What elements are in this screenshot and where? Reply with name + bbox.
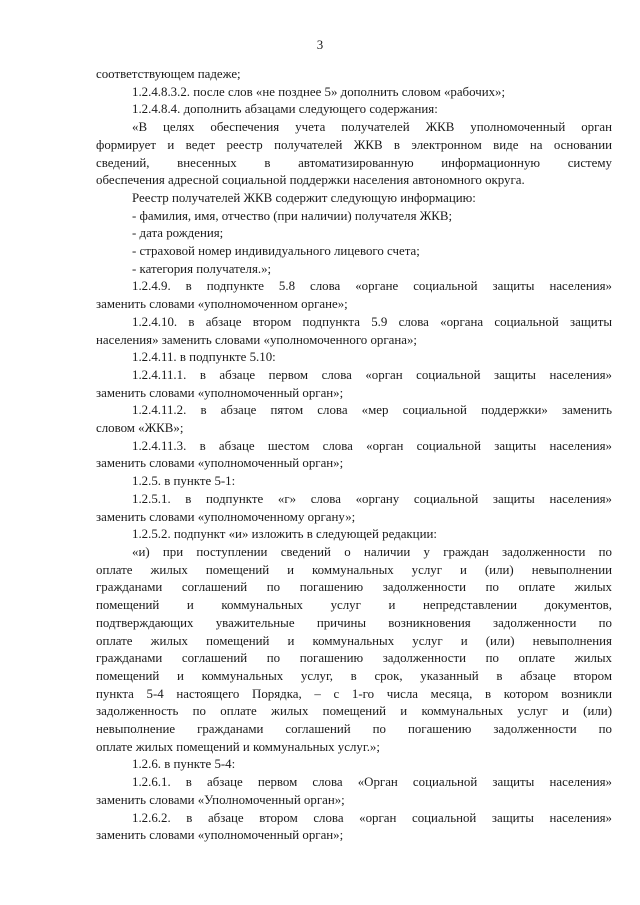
text-line: 1.2.4.8.4. дополнить абзацами следующего содержания:: [132, 102, 438, 117]
text-line: словом «ЖКВ»;: [96, 421, 184, 436]
text-line: задолженность по оплате жилых помещений и коммунальных услуг и (или): [96, 704, 612, 719]
text-line: - дата рождения;: [132, 226, 224, 241]
text-line: заменить словами «уполномоченный орган»;: [96, 456, 344, 471]
text-line: 1.2.6.1. в абзаце первом слова «Орган социальной защиты населения»: [132, 775, 612, 790]
text-line: 1.2.6.2. в абзаце втором слова «орган социальной защиты населения»: [132, 810, 612, 825]
text-line: «В целях обеспечения учета получателей ЖКВ уполномоченный орган: [132, 120, 612, 135]
text-line: формирует и ведет реестр получателей ЖКВ в электронном виде на основании: [96, 137, 612, 152]
text-line: 1.2.4.11.2. в абзаце пятом слова «мер социальной поддержки» заменить: [132, 403, 612, 418]
text-line: соответствующем падеже;: [96, 67, 241, 81]
document-body: [96, 66, 612, 845]
text-line: 1.2.4.11.3. в абзаце шестом слова «орган социальной защиты населения»: [132, 438, 612, 453]
text-line: заменить словами «уполномоченный орган»;: [96, 385, 344, 400]
text-line: 1.2.4.11. в подпункте 5.10:: [132, 350, 276, 365]
text-line: заменить словами «уполномоченный орган»;: [96, 828, 344, 843]
page-number: 3: [316, 38, 324, 52]
text-line: оплате жилых помещений и коммунальных услуг.»;: [96, 739, 380, 754]
text-line: невыполнение гражданами соглашений по погашению задолженности по: [96, 722, 612, 737]
text-line: - фамилия, имя, отчество (при наличии) получателя ЖКВ;: [132, 208, 453, 223]
text-line: заменить словами «уполномоченному органу»;: [96, 509, 356, 524]
text-line: обеспечения адресной социальной поддержки населения автономного округа.: [96, 173, 525, 188]
text-line: гражданами соглашений по погашению задолженности по оплате жилых: [96, 580, 612, 595]
text-line: сведений, внесенных в автоматизированную информационную систему: [96, 155, 612, 170]
text-line: 1.2.5. в пункте 5-1:: [132, 474, 236, 489]
text-line: 1.2.6. в пункте 5-4:: [132, 757, 236, 772]
text-line: заменить словами «уполномоченном органе»;: [96, 297, 348, 312]
text-line: Реестр получателей ЖКВ содержит следующую информацию:: [132, 190, 476, 205]
text-line: подтверждающих уважительные причины возникновения задолженности по: [96, 615, 612, 630]
text-line: 1.2.4.8.3.2. после слов «не позднее 5» дополнить словом «рабочих»;: [132, 84, 506, 99]
text-line: помещений и коммунальных услуг и непредставлении документов,: [96, 598, 612, 613]
text-line: 1.2.4.11.1. в абзаце первом слова «орган социальной защиты населения»: [132, 367, 612, 382]
text-line: - страховой номер индивидуального лицевого счета;: [132, 244, 420, 259]
text-line: «и) при поступлении сведений о наличии у граждан задолженности по: [132, 544, 612, 559]
text-line: - категория получателя.»;: [132, 261, 272, 276]
text-line: оплате жилых помещений и коммунальных услуг и (или) невыполнении: [96, 562, 612, 577]
text-line: заменить словами «Уполномоченный орган»;: [96, 792, 345, 807]
text-line: 1.2.5.1. в подпункте «г» слова «органу социальной защиты населения»: [132, 491, 612, 506]
text-line: 1.2.4.9. в подпункте 5.8 слова «органе социальной защиты населения»: [132, 279, 612, 294]
text-line: населения» заменить словами «уполномоченного органа»;: [96, 332, 417, 347]
text-line: гражданами соглашений по погашению задолженности по оплате жилых: [96, 651, 612, 666]
text-line: оплате жилых помещений и коммунальных услуг и (или) невыполнения: [96, 633, 612, 648]
text-line: 1.2.5.2. подпункт «и» изложить в следующей редакции:: [132, 527, 437, 542]
text-line: 1.2.4.10. в абзаце втором подпункта 5.9 слова «органа социальной защиты: [132, 314, 612, 329]
text-line: пункта 5-4 настоящего Порядка, – с 1-го числа месяца, в котором возникли: [96, 686, 612, 701]
text-line: помещений и коммунальных услуг, в срок, указанный в абзаце втором: [96, 668, 612, 683]
